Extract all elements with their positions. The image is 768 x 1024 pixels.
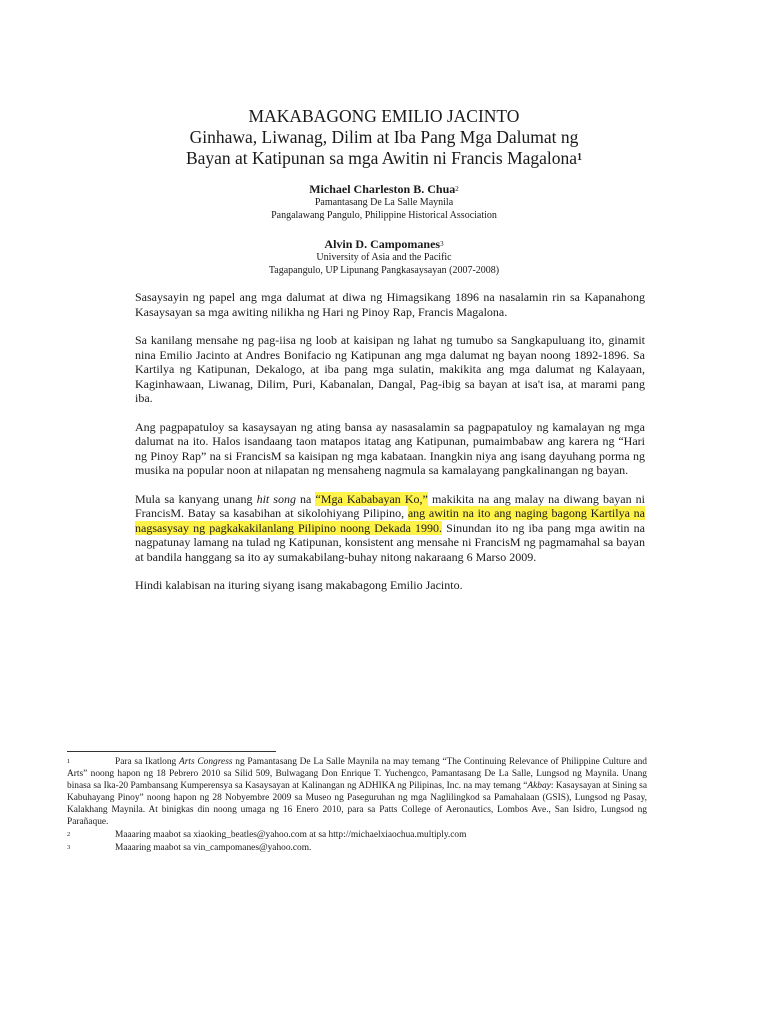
author-affiliation: University of Asia and the Pacific (316, 252, 452, 263)
paragraph-5: Hindi kalabisan na ituring siyang isang makabagong Emilio Jacinto. (135, 578, 463, 592)
footnote-1 (67, 756, 647, 828)
paragraph-4-text: Sinundan ito ng iba pang mga awitin na nagpatunay lamang na tulad ng Katipunan, konsistent ang mensahe ni FrancisM ng pagmamahal sa bayan at bandila hanggang sa ito ay sumakabilang-buhay nitong nakaraang 6 Marso 2009. (135, 520, 645, 564)
footnote-number: 3 (67, 844, 71, 851)
author-name-text: Michael Charleston B. Chua (309, 182, 456, 196)
paragraph-4 (135, 492, 645, 565)
author-affiliation: Pamantasang De La Salle Maynila (314, 197, 454, 208)
author-name (120, 237, 648, 252)
highlighted-song-title: “Mga Kababayan Ko,” (315, 491, 428, 506)
paragraph-4-text: Mula sa kanyang unang (135, 491, 257, 506)
author-block-campomanes (120, 237, 648, 277)
author-name (120, 182, 648, 197)
footnote-italic: Akbay (527, 781, 551, 791)
footnote-italic: Arts Congress (179, 757, 233, 767)
title-line-2: Ginhawa, Liwanag, Dilim at Iba Pang Mga Dalumat ng (189, 127, 579, 147)
author-position: Pangalawang Pangulo, Philippine Historical Association (271, 209, 497, 221)
author-name-text: Alvin D. Campomanes (324, 237, 441, 251)
title-line-1: MAKABAGONG EMILIO JACINTO (248, 106, 520, 126)
italic-term: hit song (256, 491, 296, 506)
author-footnote-marker: 2 (455, 185, 459, 193)
title-line-3-text: Bayan at Katipunan sa mga Awitin ni Francis Magalona (185, 148, 578, 168)
paragraph-4-text: makikita na ang malay na diwang bayan ni FrancisM. Batay sa kasabihan at sikolohiyang Pilipino, (135, 491, 645, 520)
footnote-text: Maaaring maabot sa xiaoking_beatles@yahoo.com at sa http://michaelxiaochua.multiply.com (115, 830, 467, 840)
footnote-number: 2 (67, 831, 71, 838)
footnote-3 (67, 842, 647, 854)
paragraph-1: Sasaysayin ng papel ang mga dalumat at diwa ng Himagsikang 1896 na nasalamin rin sa Kapanahong Kasaysayan sa mga awiting nilikha ng Hari ng Pinoy Rap, Francis Magalona. (135, 290, 645, 319)
author-footnote-marker: 3 (440, 240, 444, 248)
body-text (135, 290, 645, 607)
title-footnote-marker: 1 (577, 152, 583, 163)
footnote-separator (67, 751, 276, 752)
paragraph-2: Sa kanilang mensahe ng pag-iisa ng loob at kaisipan ng lahat ng tumubo sa Sangkapuluang ito, ginamit nina Emilio Jacinto at Andres Bonifacio ng Katipunan ang mga dalumat ng bayan noong 1892-1896. Sa Kartilya ng Katipunan, Dekalogo, at iba pang mga sulatin, makikita ang mga dalumat ng Kalayaan, Kaginhawaan, Liwanag, Dilim, Puri, Kabanalan, Dangal, Pag-ibig sa bayan at isa't isa, at marami pang iba. (135, 333, 645, 405)
footnotes (67, 756, 647, 855)
paragraph-3: Ang pagpapatuloy sa kasaysayan ng ating bansa ay nasasalamin sa pagpapatuloy ng kamalayan ng mga dalumat na ito. Halos isandaang taon matapos itatag ang Katipunan, pumaimbabaw ang karera ng “Hari ng Pinoy Rap” na si FrancisM sa kaisipan ng mga kabataan. Inangkin niya ang isang dayuhang porma ng musika na popular noon at nilapatan ng mensaheng nagmula sa kamalayang pangkalinangan ng bayan. (135, 419, 645, 477)
paragraph-4-text: na (295, 491, 316, 506)
highlighted-sentence: ang awitin na ito ang naging bagong Kartilya na nagsasysay ng pagkakakilanlang Pilipino noong Dekada 1990. (135, 506, 645, 535)
title-line-3 (120, 148, 648, 169)
footnote-text: Maaaring maabot sa vin_campomanes@yahoo.com. (115, 843, 312, 853)
author-block-chua (120, 182, 648, 222)
footnote-text: : Kasaysayan at Sining sa Kabuhayang Pinoy” noong hapon ng 28 Nobyembre 2009 sa Museo ng Paseguruhan ng mga Naglilingkod sa Pamahalaan (GSIS), Lungsod ng Pasay, Kalakhang Maynila. At binigkas din noong umaga ng 16 Enero 2010, para sa Patts College of Aeronautics, Lombos Ave., San Isidro, Lungsod ng Parañaque. (67, 781, 647, 827)
footnote-number: 1 (67, 758, 71, 765)
footnote-text: Para sa Ikatlong (115, 757, 180, 767)
author-position: Tagapangulo, UP Lipunang Pangkasaysayan (2007-2008) (268, 264, 500, 276)
footnote-text: ng Pamantasang De La Salle Maynila na may temang “The Continuing Relevance of Philippine Culture and Arts” noong hapon ng 18 Pebrero 2010 sa Silid 509, Bulwagang Don Enrique T. Yuchengco, Pamantasang De La Salle, Lungsod ng Maynila. Unang binasa sa Ika-20 Pambansang Kumperensya sa Kasaysayan at Kalinangan ng ADHIKA ng Pilipinas, Inc. na may temang “ (67, 757, 647, 791)
title-block (120, 106, 648, 169)
footnote-2 (67, 829, 647, 841)
